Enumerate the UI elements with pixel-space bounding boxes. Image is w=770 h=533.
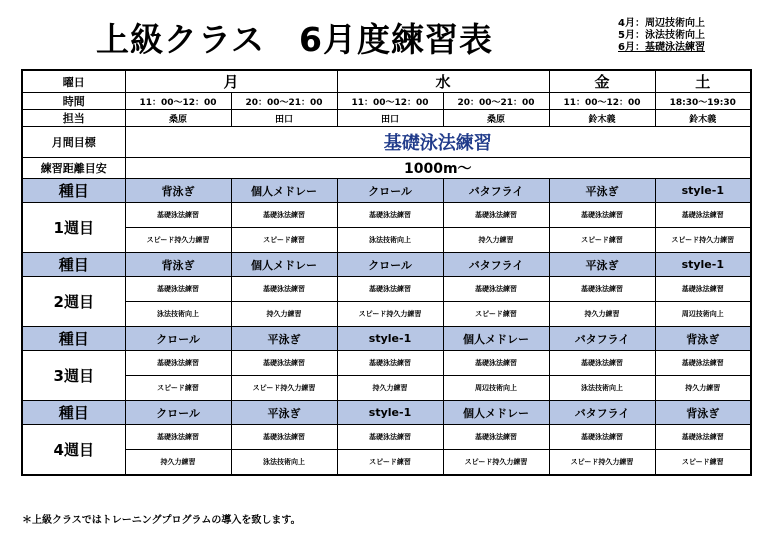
practice-cell: 基礎泳法練習 <box>231 277 337 302</box>
stroke-cell: 平泳ぎ <box>549 253 655 277</box>
practice-cell: スピード持久力練習 <box>443 450 549 475</box>
monthly-goal: 基礎泳法練習 <box>125 127 751 158</box>
stroke-cell: クロール <box>337 179 443 203</box>
stroke-cell: 個人メドレー <box>231 179 337 203</box>
title-main: 上級クラス <box>96 20 266 59</box>
practice-cell: 基礎泳法練習 <box>337 351 443 376</box>
practice-cell: 基礎泳法練習 <box>655 425 751 450</box>
row-time <box>22 93 751 110</box>
time-cell: 20：00～21：00 <box>231 93 337 110</box>
practice-cell: 持久力練習 <box>231 302 337 327</box>
monthly-legend <box>618 18 705 54</box>
teacher-cell: 田口 <box>337 110 443 127</box>
practice-cell: 周辺技術向上 <box>655 302 751 327</box>
practice-cell: スピード持久力練習 <box>549 450 655 475</box>
stroke-cell: 平泳ぎ <box>231 327 337 351</box>
practice-cell: スピード練習 <box>655 450 751 475</box>
practice-cell: 泳法技術向上 <box>549 376 655 401</box>
legend-april: 4月：周辺技術向上 <box>618 18 705 29</box>
stroke-cell: 個人メドレー <box>443 327 549 351</box>
practice-cell: 基礎泳法練習 <box>125 203 231 228</box>
stroke-cell: バタフライ <box>549 327 655 351</box>
practice-cell: 基礎泳法練習 <box>549 277 655 302</box>
practice-cell: 基礎泳法練習 <box>125 425 231 450</box>
practice-cell: 基礎泳法練習 <box>231 351 337 376</box>
practice-row <box>22 203 751 228</box>
page-title <box>96 14 493 61</box>
teacher-cell: 田口 <box>231 110 337 127</box>
day-wed: 水 <box>337 70 549 93</box>
practice-cell: 基礎泳法練習 <box>549 203 655 228</box>
row-goal <box>22 127 751 158</box>
stroke-row <box>22 179 751 203</box>
practice-cell: 基礎泳法練習 <box>337 203 443 228</box>
practice-cell: 泳法技術向上 <box>231 450 337 475</box>
teacher-cell: 鈴木義 <box>549 110 655 127</box>
stroke-cell: 平泳ぎ <box>231 401 337 425</box>
practice-cell: 泳法技術向上 <box>125 302 231 327</box>
row-distance <box>22 158 751 179</box>
week-label: 1週目 <box>22 203 125 253</box>
schedule-table <box>21 69 752 476</box>
stroke-cell: バタフライ <box>549 401 655 425</box>
stroke-row <box>22 327 751 351</box>
teacher-cell: 桑原 <box>443 110 549 127</box>
practice-cell: スピード練習 <box>443 302 549 327</box>
kind-label: 種目 <box>22 401 125 425</box>
practice-row <box>22 376 751 401</box>
time-cell: 11：00～12：00 <box>337 93 443 110</box>
stroke-cell: バタフライ <box>443 253 549 277</box>
stroke-cell: クロール <box>125 327 231 351</box>
stroke-cell: 個人メドレー <box>443 401 549 425</box>
practice-cell: スピード持久力練習 <box>125 228 231 253</box>
practice-cell: 基礎泳法練習 <box>655 277 751 302</box>
stroke-row <box>22 253 751 277</box>
practice-cell: スピード練習 <box>549 228 655 253</box>
practice-cell: 基礎泳法練習 <box>231 425 337 450</box>
practice-row <box>22 302 751 327</box>
time-label: 時間 <box>22 93 125 110</box>
stroke-row <box>22 401 751 425</box>
practice-cell: 持久力練習 <box>549 302 655 327</box>
practice-cell: 基礎泳法練習 <box>443 351 549 376</box>
time-cell: 11：00～12：00 <box>125 93 231 110</box>
practice-cell: スピード練習 <box>231 228 337 253</box>
time-cell: 20：00～21：00 <box>443 93 549 110</box>
practice-cell: 持久力練習 <box>443 228 549 253</box>
kind-label: 種目 <box>22 253 125 277</box>
teacher-cell: 桑原 <box>125 110 231 127</box>
practice-cell: 基礎泳法練習 <box>443 203 549 228</box>
distance-value: 1000m～ <box>125 158 751 179</box>
stroke-cell: 個人メドレー <box>231 253 337 277</box>
practice-cell: 泳法技術向上 <box>337 228 443 253</box>
day-label: 曜日 <box>22 70 125 93</box>
stroke-cell: style-1 <box>655 179 751 203</box>
practice-cell: スピード持久力練習 <box>231 376 337 401</box>
kind-label: 種目 <box>22 327 125 351</box>
stroke-cell: クロール <box>125 401 231 425</box>
practice-cell: スピード練習 <box>337 450 443 475</box>
practice-cell: 基礎泳法練習 <box>549 351 655 376</box>
practice-cell: 持久力練習 <box>655 376 751 401</box>
practice-cell: スピード持久力練習 <box>655 228 751 253</box>
practice-cell: 基礎泳法練習 <box>231 203 337 228</box>
practice-cell: 持久力練習 <box>125 450 231 475</box>
stroke-cell: バタフライ <box>443 179 549 203</box>
practice-cell: 基礎泳法練習 <box>655 203 751 228</box>
day-sat: 土 <box>655 70 751 93</box>
practice-row <box>22 228 751 253</box>
week-label: 4週目 <box>22 425 125 475</box>
title-sub: 6月度練習表 <box>299 20 493 59</box>
practice-cell: 基礎泳法練習 <box>443 277 549 302</box>
teacher-cell: 鈴木義 <box>655 110 751 127</box>
practice-cell: 周辺技術向上 <box>443 376 549 401</box>
footnote: ＊上級クラスではトレーニングプログラムの導入を致します。 <box>22 515 301 526</box>
week-label: 3週目 <box>22 351 125 401</box>
week-label: 2週目 <box>22 277 125 327</box>
practice-cell: スピード練習 <box>125 376 231 401</box>
practice-row <box>22 351 751 376</box>
distance-label: 練習距離目安 <box>22 158 125 179</box>
stroke-cell: style-1 <box>337 401 443 425</box>
stroke-cell: 背泳ぎ <box>655 327 751 351</box>
practice-cell: 基礎泳法練習 <box>125 351 231 376</box>
practice-cell: 基礎泳法練習 <box>443 425 549 450</box>
practice-cell: 基礎泳法練習 <box>655 351 751 376</box>
legend-june: 6月：基礎泳法練習 <box>618 42 705 53</box>
stroke-cell: style-1 <box>337 327 443 351</box>
stroke-cell: 背泳ぎ <box>655 401 751 425</box>
practice-row <box>22 450 751 475</box>
stroke-cell: 背泳ぎ <box>125 253 231 277</box>
stroke-cell: 平泳ぎ <box>549 179 655 203</box>
row-teacher <box>22 110 751 127</box>
kind-label: 種目 <box>22 179 125 203</box>
practice-row <box>22 425 751 450</box>
stroke-cell: 背泳ぎ <box>125 179 231 203</box>
legend-may: 5月：泳法技術向上 <box>618 30 705 41</box>
practice-cell: 基礎泳法練習 <box>549 425 655 450</box>
practice-cell: 持久力練習 <box>337 376 443 401</box>
practice-row <box>22 277 751 302</box>
practice-cell: 基礎泳法練習 <box>337 277 443 302</box>
time-cell: 11：00～12：00 <box>549 93 655 110</box>
goal-label: 月間目標 <box>22 127 125 158</box>
stroke-cell: クロール <box>337 253 443 277</box>
row-day <box>22 70 751 93</box>
stroke-cell: style-1 <box>655 253 751 277</box>
teacher-label: 担当 <box>22 110 125 127</box>
day-mon: 月 <box>125 70 337 93</box>
practice-cell: 基礎泳法練習 <box>125 277 231 302</box>
practice-cell: スピード持久力練習 <box>337 302 443 327</box>
day-fri: 金 <box>549 70 655 93</box>
practice-cell: 基礎泳法練習 <box>337 425 443 450</box>
time-cell: 18:30～19:30 <box>655 93 751 110</box>
